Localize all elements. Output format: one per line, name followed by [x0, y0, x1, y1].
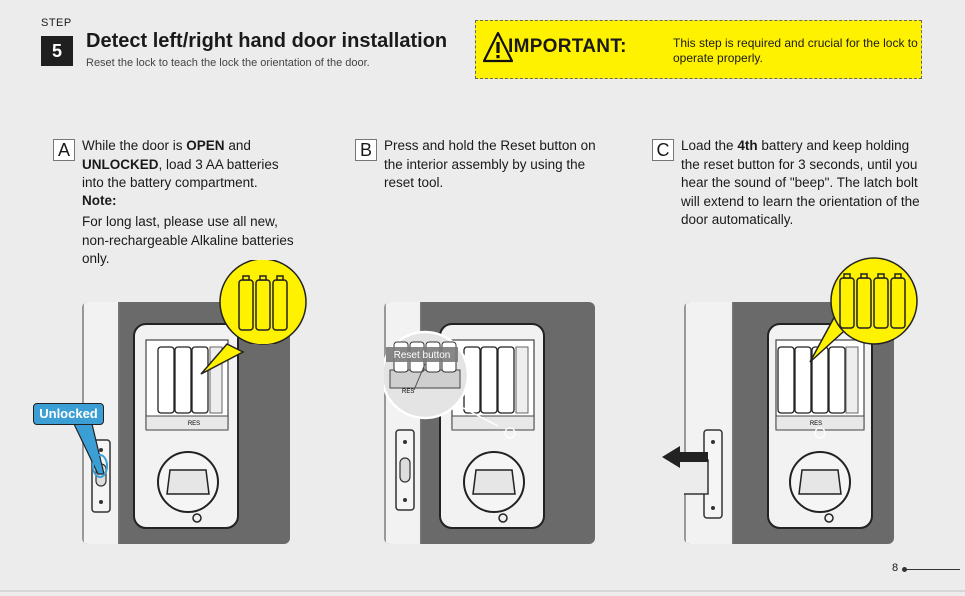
bottom-rule [0, 590, 965, 592]
step-a-text: While the door is OPEN and UNLOCKED, load 3 AA batteries into the battery compartment. [82, 138, 279, 190]
page-title: Detect left/right hand door installation [86, 30, 448, 52]
step-c-text: Load the 4th battery and keep holding the reset button for 3 seconds, until you hear the sound of "beep". The latch bolt will extend to learn the orientation of the door automatically. [681, 138, 920, 227]
unlocked-callout-label: Unlocked [39, 406, 98, 421]
page-number: 8 [892, 562, 899, 574]
step-a-note-text: For long last, please use all new, non-rechargeable Alkaline batteries only. [82, 214, 294, 266]
step-a-letter: A [53, 139, 75, 161]
important-title: IMPORTANT: [508, 36, 627, 57]
unlocked-callout [33, 403, 104, 425]
arrow-left-icon [662, 444, 722, 470]
page-rule [905, 569, 960, 570]
device-res-label-c: RES [809, 421, 823, 427]
page-subtitle: Reset the lock to teach the lock the orientation of the door. [86, 57, 370, 69]
step-c-letter: C [652, 139, 674, 161]
step-label: STEP [41, 17, 72, 29]
battery-group-c-icon [829, 256, 919, 346]
step-b-text: Press and hold the Reset button on the interior assembly by using the reset tool. [384, 138, 596, 190]
step-number: 5 [41, 36, 73, 66]
step-b-letter: B [355, 139, 377, 161]
step-a-note-label: Note: [82, 193, 117, 208]
device-res-label-b: RES [402, 389, 415, 395]
illustration-panel-b [384, 302, 595, 544]
reset-button-callout: Reset button [393, 350, 451, 361]
device-res-label-a: RES [187, 421, 201, 427]
lock-illustration-b [384, 302, 595, 544]
important-text: This step is required and crucial for the lock to operate properly. [673, 36, 918, 65]
battery-group-a-icon [219, 260, 309, 344]
